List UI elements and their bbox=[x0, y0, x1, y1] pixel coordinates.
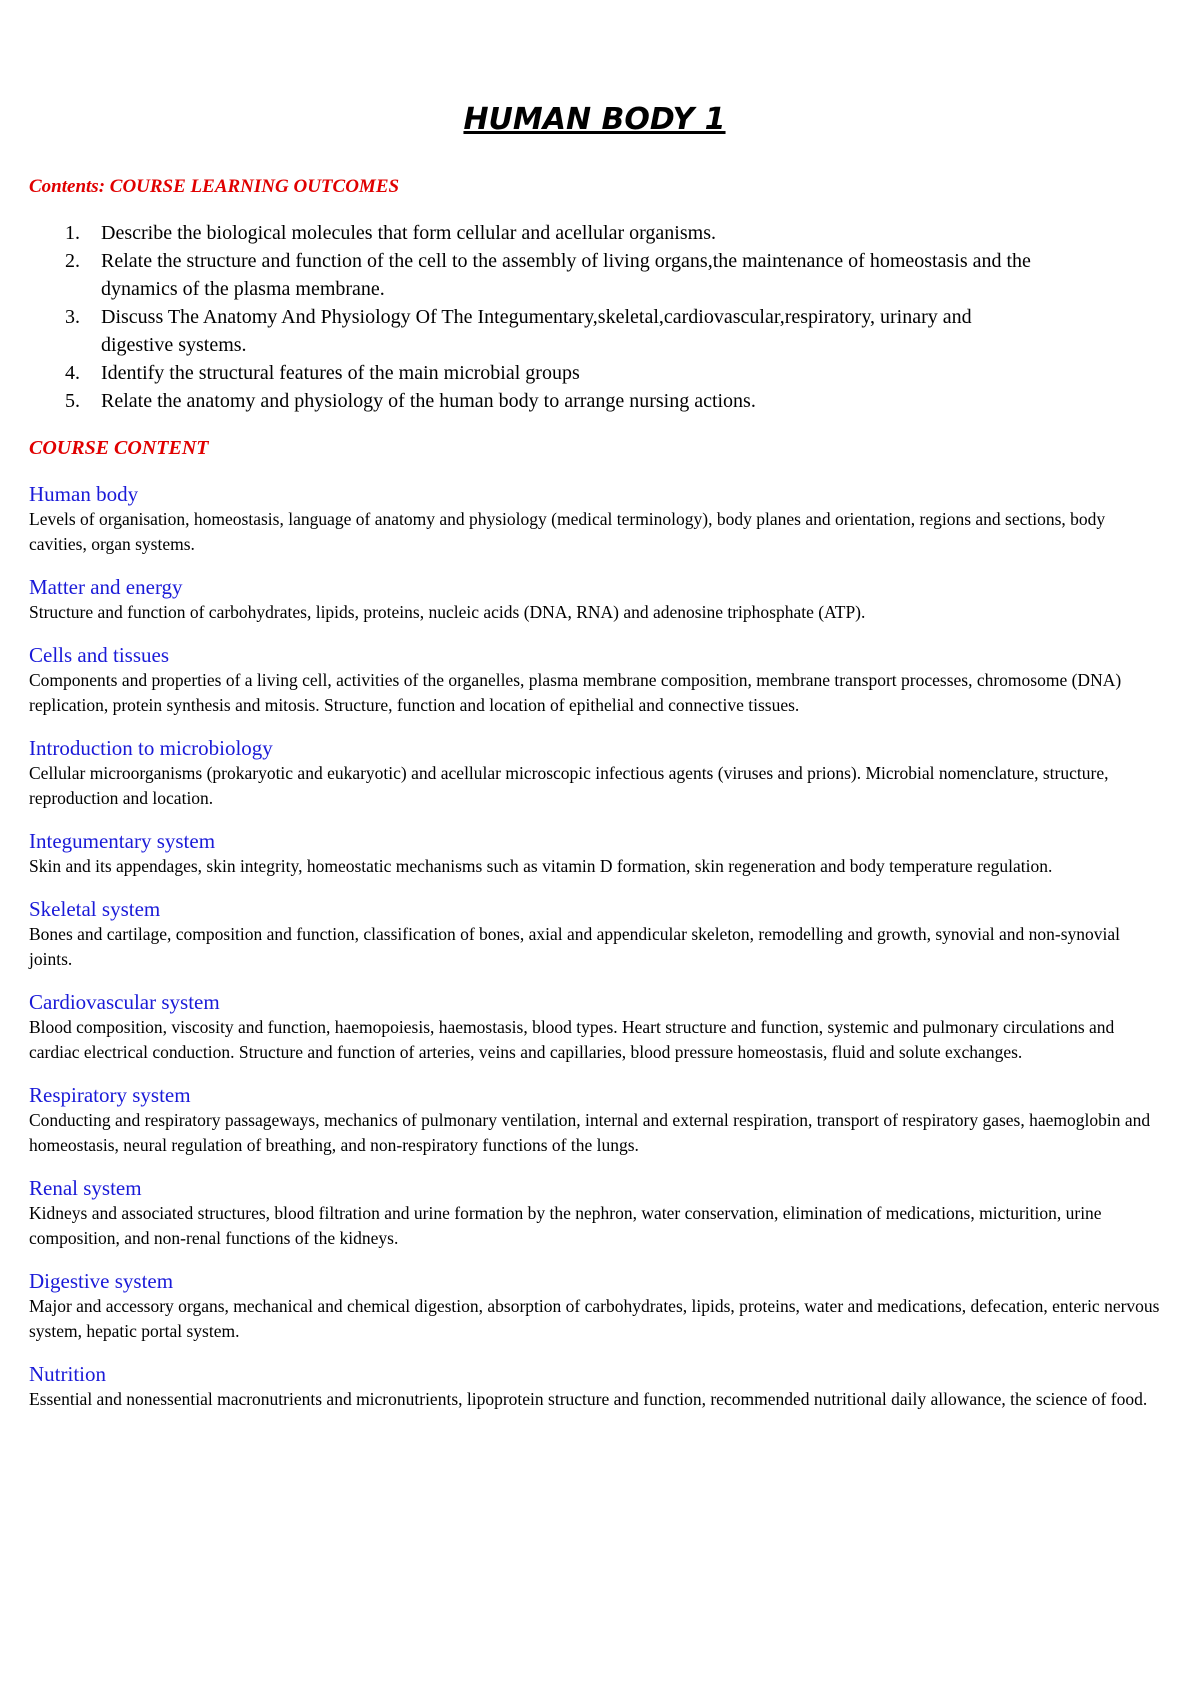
section-title: Integumentary system bbox=[29, 829, 216, 853]
section-title: Nutrition bbox=[29, 1362, 106, 1386]
section-title: Human body bbox=[29, 482, 139, 506]
section-nutrition bbox=[29, 1361, 1160, 1412]
course-content-heading: COURSE CONTENT bbox=[29, 437, 209, 459]
section-cells-and-tissues bbox=[29, 642, 1160, 718]
section-body: Bones and cartilage, composition and function, classification of bones, axial and appendicular skeleton, remodelling and growth, synovial and non-synovial joints. bbox=[29, 924, 1121, 969]
page-title: HUMAN BODY 1 bbox=[463, 102, 726, 137]
section-body: Blood composition, viscosity and function, haemopoiesis, haemostasis, blood types. Heart structure and function, systemic and pulmonary circulations and cardiac electrical conduction. Structure and function of arteries, veins and capillaries, blood pressure homeostasis, fluid and solute exchanges. bbox=[29, 1017, 1115, 1062]
section-integumentary-system bbox=[29, 828, 1160, 879]
section-body: Structure and function of carbohydrates, lipids, proteins, nucleic acids (DNA, RNA) and adenosine triphosphate (ATP). bbox=[29, 602, 866, 622]
course-sections bbox=[29, 481, 1160, 1412]
outcome-item bbox=[29, 359, 1160, 387]
outcome-number: 1. bbox=[65, 222, 80, 244]
section-body: Conducting and respiratory passageways, mechanics of pulmonary ventilation, internal and external respiration, transport of respiratory gases, haemoglobin and homeostasis, neural regulation of breathing, and non-respiratory functions of the lungs. bbox=[29, 1110, 1151, 1155]
outcome-number: 5. bbox=[65, 390, 80, 412]
section-renal-system bbox=[29, 1175, 1160, 1251]
outcome-text: Discuss The Anatomy And Physiology Of The Integumentary,skeletal,cardiovascular,respiratory, urinary and digestive systems. bbox=[101, 306, 972, 356]
section-cardiovascular-system bbox=[29, 989, 1160, 1065]
outcome-number: 4. bbox=[65, 362, 80, 384]
section-title: Digestive system bbox=[29, 1269, 174, 1293]
outcome-item bbox=[29, 247, 1160, 303]
section-title: Skeletal system bbox=[29, 897, 161, 921]
section-body: Major and accessory organs, mechanical and chemical digestion, absorption of carbohydrates, lipids, proteins, water and medications, defecation, enteric nervous system, hepatic portal system. bbox=[29, 1296, 1160, 1341]
section-digestive-system bbox=[29, 1268, 1160, 1344]
outcome-item bbox=[29, 219, 1160, 247]
section-title: Respiratory system bbox=[29, 1083, 191, 1107]
section-title: Cardiovascular system bbox=[29, 990, 220, 1014]
outcome-text: Describe the biological molecules that form cellular and acellular organisms. bbox=[101, 222, 716, 244]
contents-heading: Contents: COURSE LEARNING OUTCOMES bbox=[29, 176, 400, 197]
outcome-item bbox=[29, 303, 1160, 359]
outcome-item bbox=[29, 387, 1160, 415]
section-body: Cellular microorganisms (prokaryotic and eukaryotic) and acellular microscopic infectious agents (viruses and prions). Microbial nomenclature, structure, reproduction and location. bbox=[29, 763, 1109, 808]
section-title: Introduction to microbiology bbox=[29, 736, 273, 760]
outcome-number: 2. bbox=[65, 250, 80, 272]
section-matter-and-energy bbox=[29, 574, 1160, 625]
learning-outcomes-list bbox=[29, 219, 1160, 415]
section-body: Essential and nonessential macronutrients and micronutrients, lipoprotein structure and function, recommended nutritional daily allowance, the science of food. bbox=[29, 1389, 1148, 1409]
outcome-text: Identify the structural features of the main microbial groups bbox=[101, 362, 580, 384]
section-title: Cells and tissues bbox=[29, 643, 169, 667]
section-respiratory-system bbox=[29, 1082, 1160, 1158]
outcome-text: Relate the anatomy and physiology of the human body to arrange nursing actions. bbox=[101, 390, 756, 412]
outcome-number: 3. bbox=[65, 306, 80, 328]
section-title: Renal system bbox=[29, 1176, 142, 1200]
section-human-body bbox=[29, 481, 1160, 557]
section-body: Kidneys and associated structures, blood filtration and urine formation by the nephron, water conservation, elimination of medications, micturition, urine composition, and non-renal functions of the kidneys. bbox=[29, 1203, 1102, 1248]
outcome-text: Relate the structure and function of the cell to the assembly of living organs,the maintenance of homeostasis and the dynamics of the plasma membrane. bbox=[101, 250, 1031, 300]
section-body: Levels of organisation, homeostasis, language of anatomy and physiology (medical terminology), body planes and orientation, regions and sections, body cavities, organ systems. bbox=[29, 509, 1106, 554]
section-skeletal-system bbox=[29, 896, 1160, 972]
section-microbiology bbox=[29, 735, 1160, 811]
section-body: Skin and its appendages, skin integrity, homeostatic mechanisms such as vitamin D formation, skin regeneration and body temperature regulation. bbox=[29, 856, 1053, 876]
section-title: Matter and energy bbox=[29, 575, 183, 599]
section-body: Components and properties of a living cell, activities of the organelles, plasma membrane composition, membrane transport processes, chromosome (DNA) replication, protein synthesis and mitosis. Structure, function and location of epithelial and connective tissues. bbox=[29, 670, 1122, 715]
